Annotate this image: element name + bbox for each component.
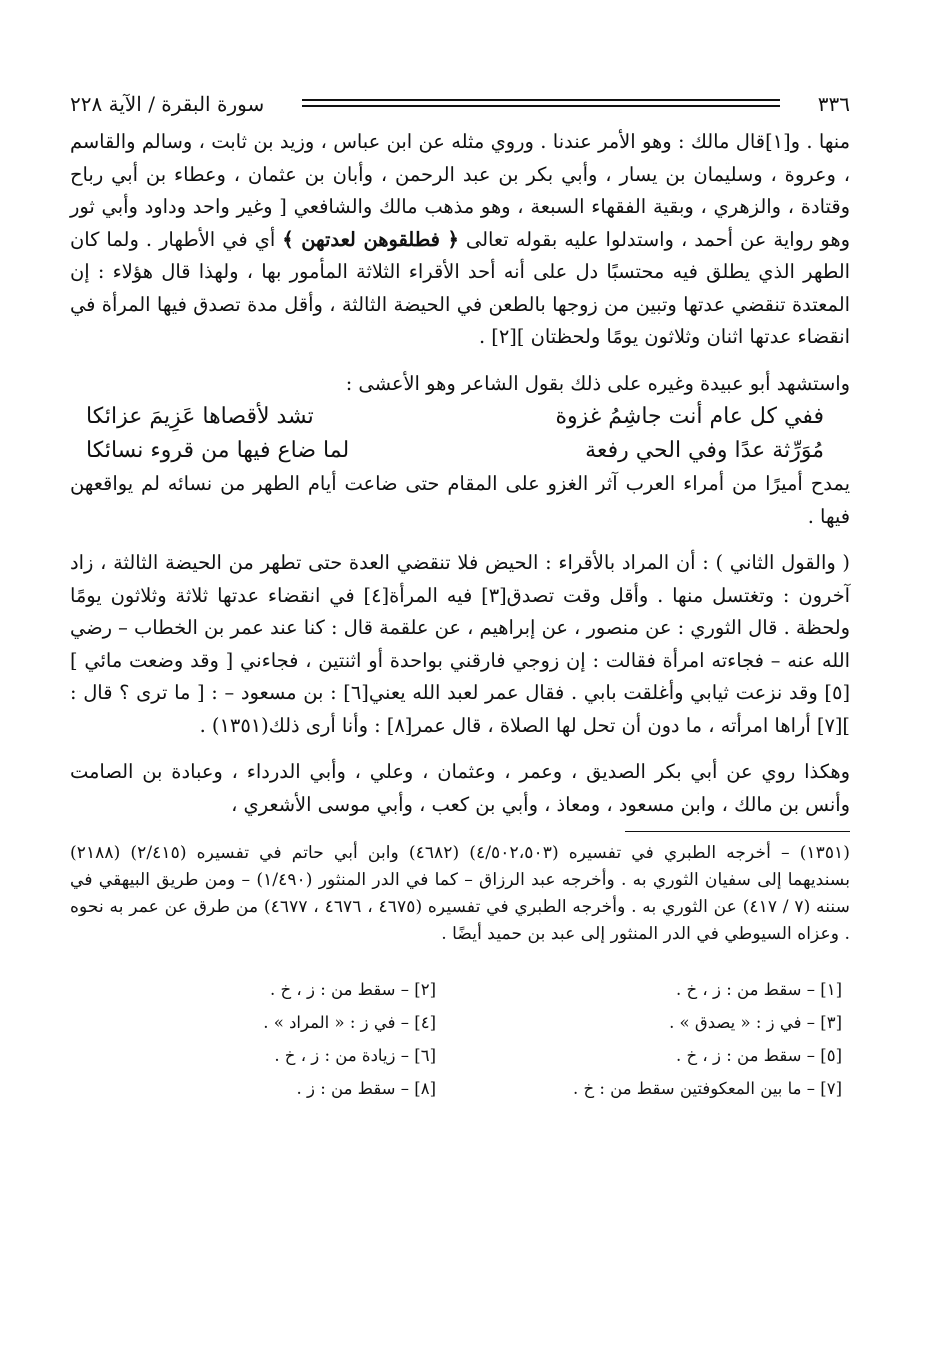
page-number: ٣٣٦ [817,92,850,116]
footnote-divider [625,831,850,832]
paragraph-1 [70,126,850,354]
note-item: [٣] – في ز : « يصدق » . [669,1013,842,1032]
surah-label: سورة البقرة / الآية ٢٢٨ [70,92,265,116]
note-item: [٤] – في ز : « المراد » . [263,1013,436,1032]
paragraph-4: ( والقول الثاني ) : أن المراد بالأقراء : الحيض فلا تنقضي العدة حتى تطهر من الحيضة الثالثة ، زاد آخرون : وتغتسل منها . وأقل وقت تصدق[٣] فيه المرأة[٤] في انقضاء عدتها ثلاثة وثلاثون يومًا ولحظة . قال الثوري : عن منصور ، عن إبراهيم ، عن علقمة قال : كنا عند عمر بن الخطاب – رضي الله عنه – فجاءته امرأة فقالت : إن زوجي فارقني بواحدة أو اثنتين ، فجاءني [ وقد وضعت مائي ][٥] وقد نزعت ثيابي وأغلقت بابي . فقال عمر لعبد الله يعني[٦] : بن مسعود – : [ ما ترى ؟ قال : ][٧] أراها امرأته ، ما دون أن تحل لها الصلاة ، قال عمر[٨] : وأنا أرى ذلك(١٣٥١) . [70,551,851,737]
quran-quote: ﴿ فطلقوهن لعدتهن ﴾ [282,227,459,251]
note-item: [٦] – زيادة من : ز ، خ . [274,1046,436,1065]
verse-hemistich-right: ففي كل عام أنت جاشِمُ غزوة [555,404,824,429]
paragraph-5: وهكذا روي عن أبي بكر الصديق ، وعمر ، وعثمان ، وعلي ، وأبي الدرداء ، وعبادة بن الصامت وأنس بن مالك ، وابن مسعود ، ومعاذ ، وأبي بن كعب ، وأبي موسى الأشعري ، [70,760,850,816]
paragraph-3: يمدح أميرًا من أمراء العرب آثر الغزو على المقام حتى ضاعت أيام الطهر من نسائه لم يواقعهن فيها . [70,472,850,528]
note-item: [٥] – سقط من : ز ، خ . [676,1046,842,1065]
poetry-verse [70,400,850,434]
paragraph-2: واستشهد أبو عبيدة وغيره على ذلك بقول الشاعر وهو الأعشى : [345,371,850,395]
book-page [70,82,850,1282]
note-item: [٨] – سقط من : ز . [296,1079,436,1098]
page-header [70,82,850,126]
variant-notes [70,978,850,1101]
note-item: [١] – سقط من : ز ، خ . [676,980,842,999]
paragraph-1-continuation: أي في الأطهار . ولما كان الطهر الذي يطلق فيه محتسبًا دل على أنه أحد الأقراء الثلاثة المأمور بها ، ولهذا قال هؤلاء : إن المعتدة تنقضي عدتها وتبين من زوجها بالطعن في الحيضة الثالثة ، وأقل مدة تصدق فيها المرأة في انقضاء عدتها اثنان وثلاثون يومًا ولحظتان ][٢] . [70,227,850,348]
paragraph-1-text: منها . و[١]قال مالك : وهو الأمر عندنا . وروي مثله عن ابن عباس ، وزيد بن ثابت ، وسالم والقاسم ، وعروة ، وسليمان بن يسار ، وأبي بكر بن عبد الرحمن ، وأبان بن عثمان ، وعطاء بن أبي رباح وقتادة ، والزهري ، وبقية الفقهاء السبعة ، وهو مذهب مالك والشافعي [ وغير واحد وداود وأبي ثور وهو رواية عن أحمد ، واستدلوا عليه بقوله تعالى [70,130,850,251]
poetry-verse [70,434,850,468]
note-item: [٧] – ما بين المعكوفتين سقط من : خ . [572,1079,842,1098]
verse-hemistich-left: لما ضاع فيها من قروء نسائكا [86,438,350,463]
verse-hemistich-left: تشد لأقصاها عَزِيمَ عزائكا [86,404,314,429]
note-item: [٢] – سقط من : ز ، خ . [270,980,436,999]
verse-hemistich-right: مُوَرِّثة عدًا وفي الحي رفعة [585,438,824,463]
takhrij-footnote: (١٣٥١) – أخرجه الطبري في تفسيره (٤/٥٠٢،٥٠٣) (٤٦٨٢) وابن أبي حاتم في تفسيره (٢/٤١٥) (٢١٨٨) بسنديهما إلى سفيان الثوري به . وأخرجه عبد الرزاق – كما في الدر المنثور (١/٤٩٠) – ومن طريق البيهقي في سننه (٧ / ٤١٧) عن الثوري به . وأخرجه الطبري في تفسيره (٤٦٧٥ ، ٤٦٧٦ ، ٤٦٧٧) من طرق عن عمر به نحوه . وعزاه السيوطي في الدر المنثور إلى عبد بن حميد أيضًا . [70,843,851,944]
header-double-rule [302,99,780,109]
